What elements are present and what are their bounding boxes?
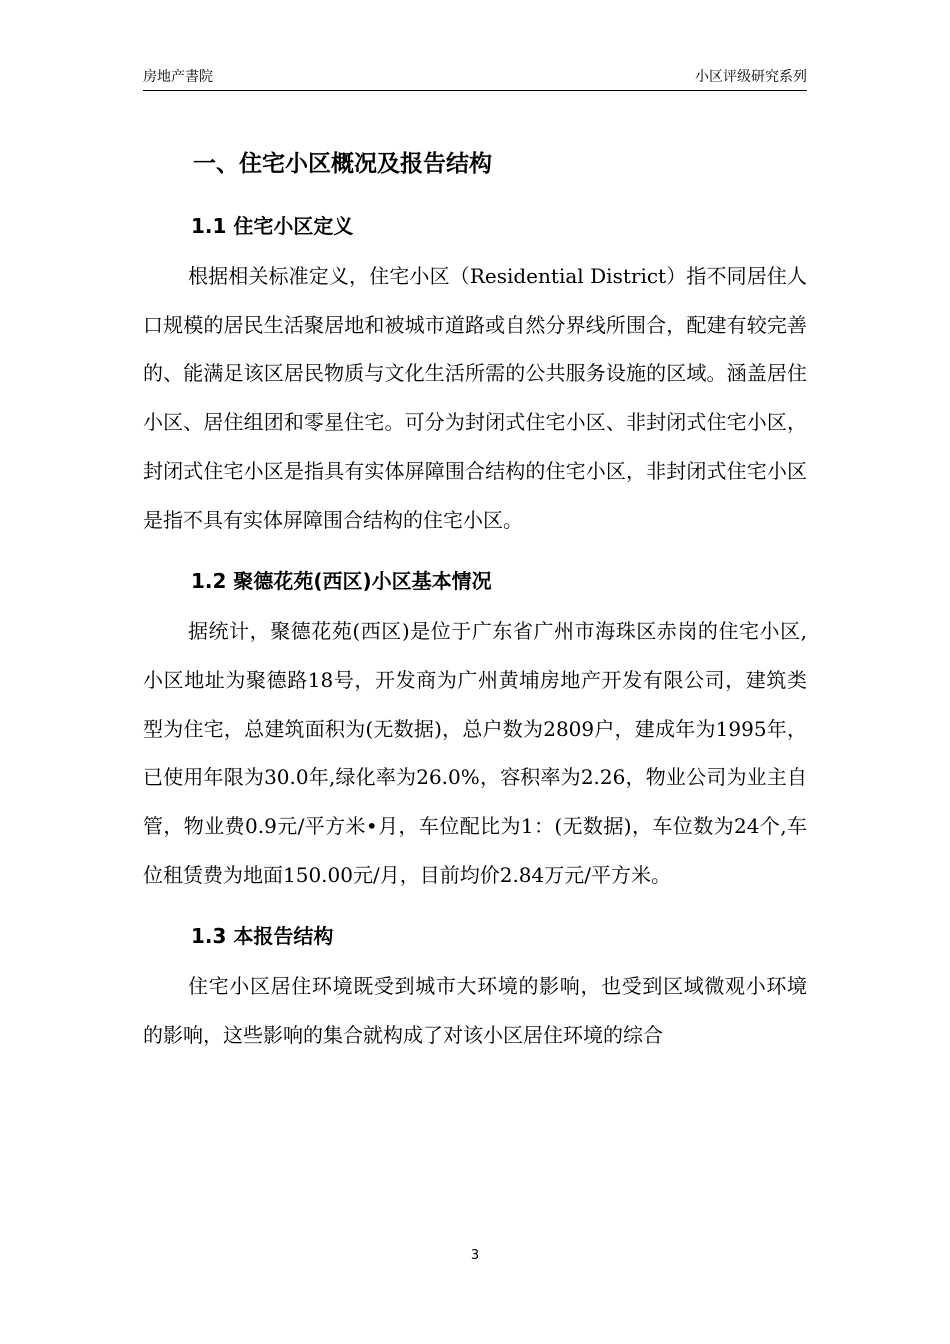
header-right-text: 小区评级研究系列 <box>695 69 807 85</box>
section-paragraph-1-3: 住宅小区居住环境既受到城市大环境的影响，也受到区域微观小环境的影响，这些影响的集合就构成了对该小区居住环境的综合 <box>143 974 807 1048</box>
section-heading-1-1: 1.1 住宅小区定义 <box>191 214 354 238</box>
document-body <box>143 138 807 1060</box>
page-number: 3 <box>470 1248 480 1263</box>
section-paragraph-1-1: 根据相关标准定义，住宅小区（Residential District）指不同居住人口规模的居民生活聚居地和被城市道路或自然分界线所围合，配建有较完善的、能满足该区居民物质与文化生活所需的公共服务设施的区域。涵盖居住小区、居住组团和零星住宅。可分为封闭式住宅小区、非封闭式住宅小区，封闭式住宅小区是指具有实体屏障围合结构的住宅小区，非封闭式住宅小区是指不具有实体屏障围合结构的住宅小区。 <box>143 264 807 532</box>
section-paragraph-1-2: 据统计，聚德花苑(西区)是位于广东省广州市海珠区赤岗的住宅小区,小区地址为聚德路18号，开发商为广州黄埔房地产开发有限公司，建筑类型为住宅，总建筑面积为(无数据)，总户数为2809户，建成年为1995年，已使用年限为30.0年,绿化率为26.0%，容积率为2.26，物业公司为业主自管，物业费0.9元/平方米•月，车位配比为1：(无数据)，车位数为24个,车位租赁费为地面150.00元/月，目前均价2.84万元/平方米。 <box>143 619 807 887</box>
section-heading-1-2: 1.2 聚德花苑(西区)小区基本情况 <box>191 569 492 594</box>
section-heading-1-3: 1.3 本报告结构 <box>191 924 334 949</box>
chapter-title: 一、住宅小区概况及报告结构 <box>193 151 492 177</box>
header-left-text: 房地产書院 <box>143 69 213 85</box>
page-header <box>143 66 807 91</box>
